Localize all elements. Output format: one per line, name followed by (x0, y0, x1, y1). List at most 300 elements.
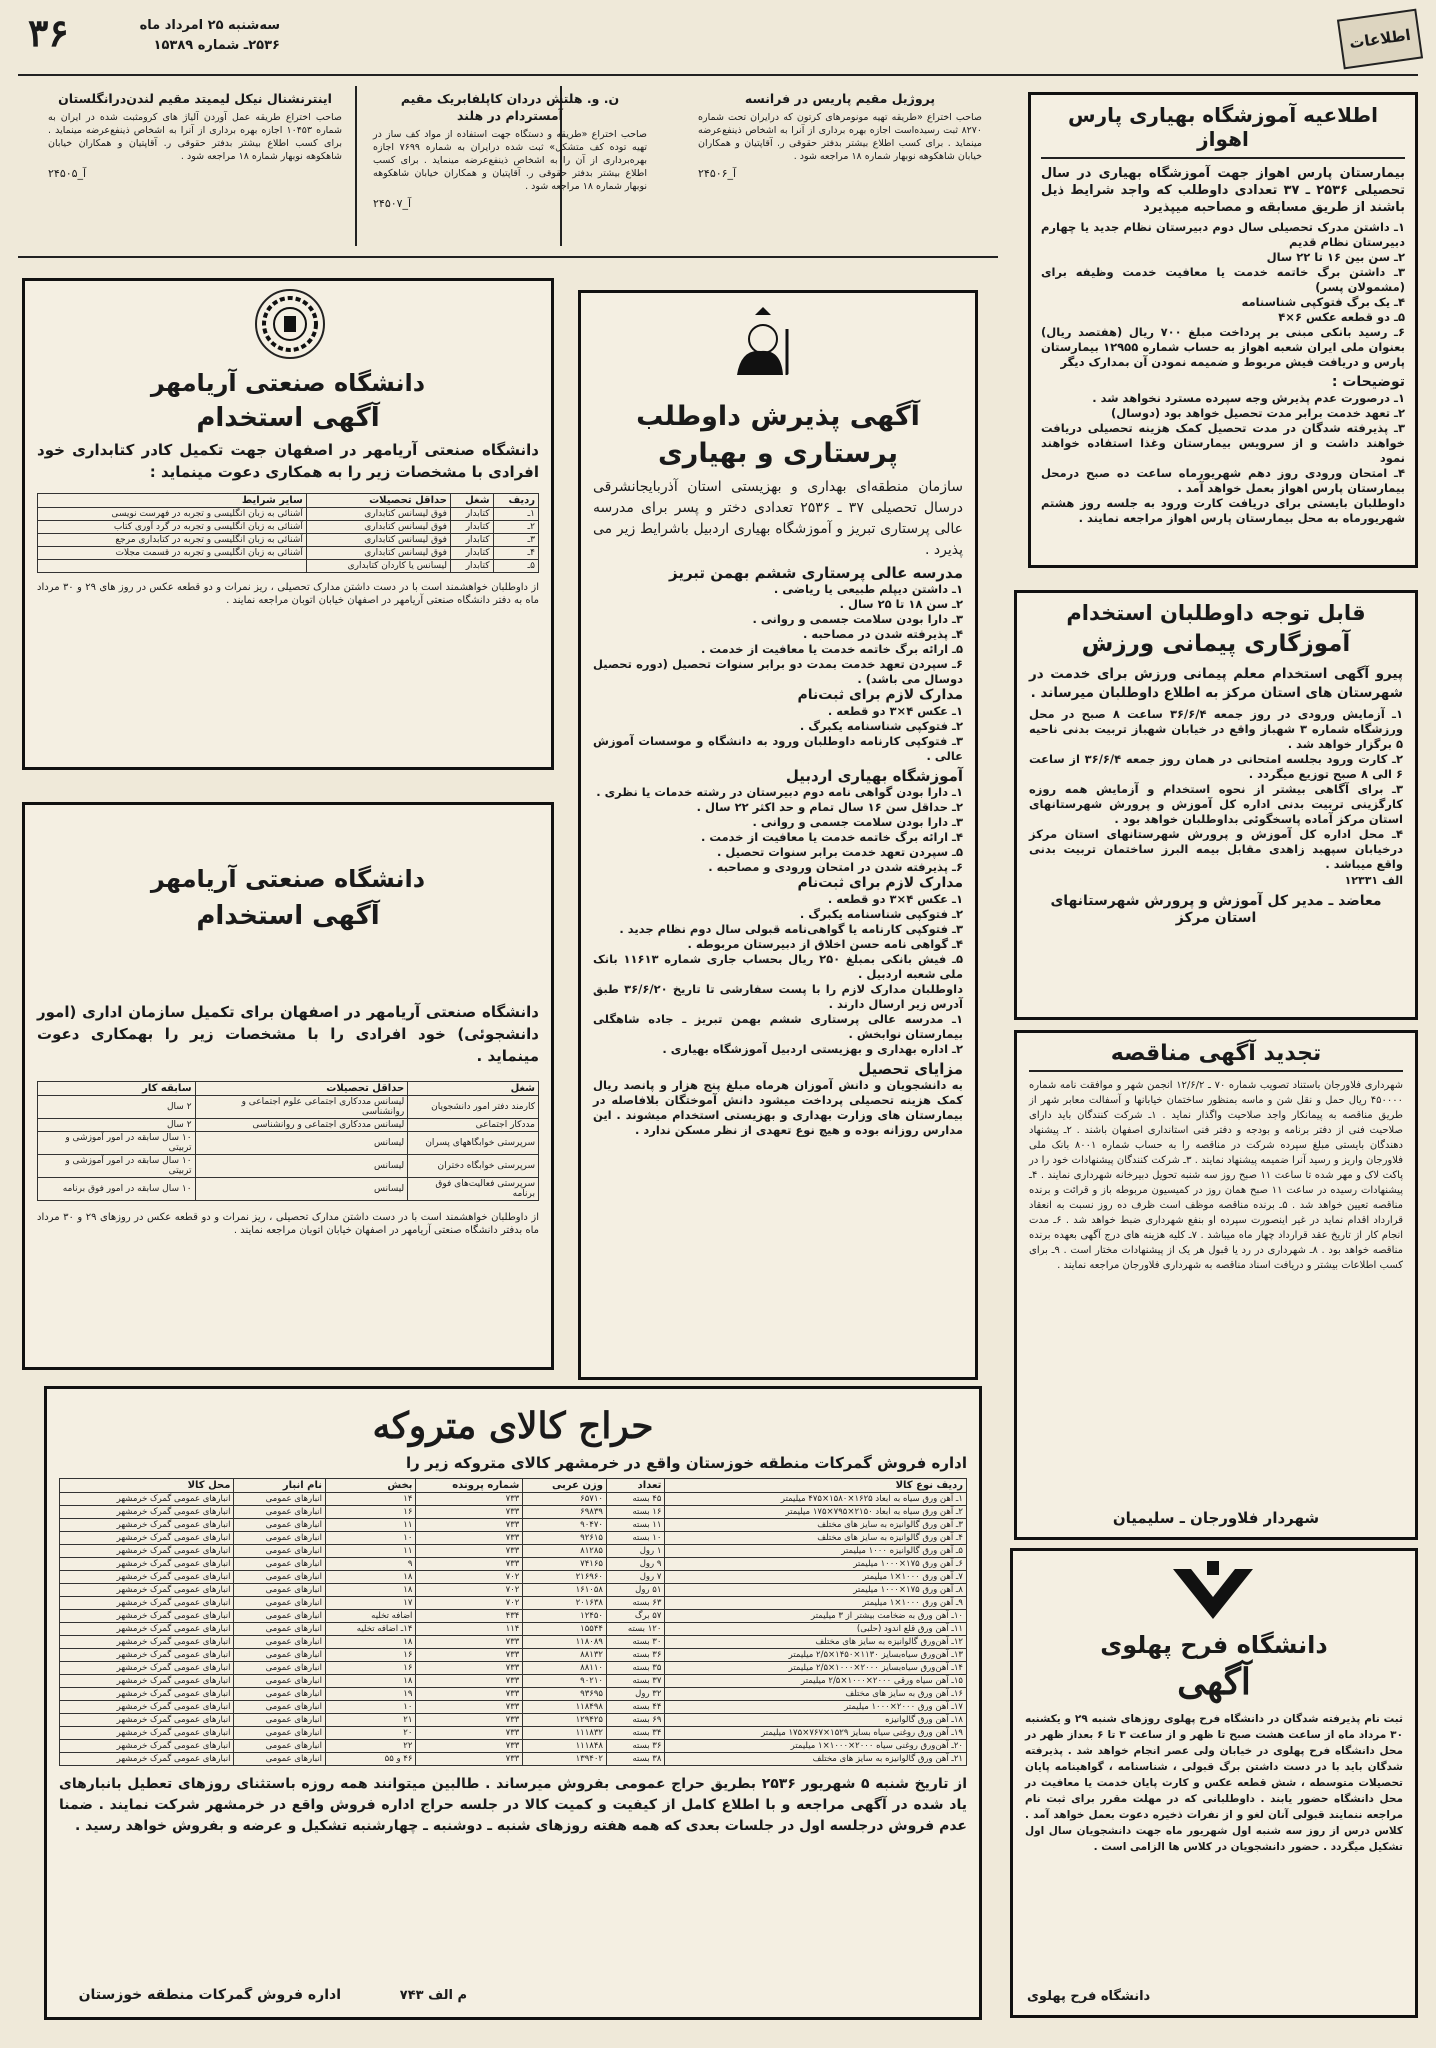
table-cell: انبارهای عمومی گمرک خرمشهر (60, 1753, 234, 1766)
list-item: ۲ـ حداقل سن ۱۶ سال تمام و حد اکثر ۲۲ سال . (696, 800, 963, 814)
table-cell: ۷۳۳ (416, 1727, 523, 1740)
lion-and-sun-emblem (721, 305, 801, 385)
table-cell: انبارهای عمومی (234, 1597, 326, 1610)
table-row (60, 1532, 967, 1545)
auction-table-body (60, 1493, 967, 1766)
notice-patent-1 (690, 86, 990, 246)
table-row (38, 521, 539, 534)
list-item: ۱ـ درصورت عدم پذیرش وجه سپرده مسترد نخواهد شد . (1092, 391, 1405, 405)
table-cell: لیسانس مددکاری اجتماعی علوم اجتماعی و روانشناسی (195, 1096, 408, 1119)
ad-title: آگهی استخدام (196, 901, 380, 931)
table-cell: ۱۳ـ آهن‌ورق سیاه‌بسایز ۱۱۳۰×۱۴۵۰×۲/۵ میلیمتر (665, 1649, 967, 1662)
table-row (60, 1727, 967, 1740)
table-cell: ۱۱ بسته (606, 1519, 664, 1532)
table-cell: انبارهای عمومی گمرک خرمشهر (60, 1727, 234, 1740)
table-cell: ۱۰ (326, 1532, 416, 1545)
table-cell: ۶۵۷۱۰ (523, 1493, 607, 1506)
table-cell: انبارهای عمومی گمرک خرمشهر (60, 1636, 234, 1649)
ad-nursing-admission (578, 290, 978, 1380)
column-header: محل کالا (60, 1479, 234, 1493)
column-header: وزن عربی (523, 1479, 607, 1493)
notes-list (1041, 391, 1405, 526)
table-row (60, 1584, 967, 1597)
table-cell: ۱۵۵۴۴ (523, 1623, 607, 1636)
table-cell: ۴ـ (493, 547, 538, 560)
logo-text: اطلاعات (1348, 25, 1412, 53)
ad-subtitle: پرستاری و بهیاری (658, 438, 898, 469)
table-cell: انبارهای عمومی (234, 1753, 326, 1766)
notice-body: صاحب اختراع «طریقه و دستگاه جهت استفاده از مواد کف ساز در تهیه توده کف متشکل» ثبت شده درایران به شماره ۷۶۹۹ اجازه بهره‌برداری از آن را به اشخاص ذینفع‌عرضه مینماید . برای کسب اطلاع بیشتر بدفتر حقوقی ر. آقاپتیان و همکاران خیابان شاهکوهه نوبهار شماره ۱۸ مراجعه شود . (373, 129, 647, 192)
table-cell: انبارهای عمومی (234, 1610, 326, 1623)
table-cell: ۴۶ و ۵۵ (326, 1753, 416, 1766)
table-row (60, 1753, 967, 1766)
table-cell: ۱۹ـ آهن ورق روغنی سیاه بسایز ۱۵۲۹×۷۶۷×۱۷۵ میلیمتر (665, 1727, 967, 1740)
table-header-row (38, 494, 539, 508)
school-name-ardabil: آموزشگاه بهیاری اردبیل (785, 767, 963, 785)
ad-title: تجدید آگهی مناقصه (1029, 1041, 1403, 1072)
table-cell: ۷۳۳ (416, 1636, 523, 1649)
table-cell: ۳ـ آهن ورق گالوانیزه به سایز های مختلف (665, 1519, 967, 1532)
table-cell: لیسانس مددکاری اجتماعی و روانشناسی (195, 1119, 408, 1132)
table-cell: ۱۱ (326, 1519, 416, 1532)
table-cell: ۸۸۱۳۲ (523, 1649, 607, 1662)
details-list (1029, 707, 1403, 872)
table-row (60, 1623, 967, 1636)
requirements-list (1041, 220, 1405, 370)
table-cell: ۲ سال (38, 1096, 196, 1119)
table-cell: ۵۱ رول (606, 1584, 664, 1597)
table-cell: انبارهای عمومی گمرک خرمشهر (60, 1662, 234, 1675)
table-cell: کارمند دفتر امور دانشجویان (408, 1096, 539, 1119)
table-cell: انبارهای عمومی گمرک خرمشهر (60, 1584, 234, 1597)
notice-body: صاحب اختراع «طریقه تهیه مونومرهای کرتون که درایران تحت شماره ۸۲۷۰ ثبت رسیده‌است اجازه بهره برداری از آنرا به اشخاص ذینفع‌عرضه مینماید . برای کسب اطلاع بیشتر بدفتر حقوقی ر. آقاپتیان و همکاران خیابان شاهکوهه نوبهار شماره ۱۸ مراجعه شود . (698, 112, 982, 162)
notice-patent-3 (40, 86, 350, 246)
table-cell: ۱ـ (493, 508, 538, 521)
table-cell: لیسانس (195, 1132, 408, 1155)
notice-ref: آ_۲۴۵۰۵ (48, 167, 87, 180)
table-cell: انبارهای عمومی گمرک خرمشهر (60, 1493, 234, 1506)
list-item: ۱ـ دارا بودن گواهی نامه دوم دبیرستان در رشته خدمات یا نظری . (596, 785, 963, 799)
table-cell: ۱۱۱۸۳۲ (523, 1727, 607, 1740)
table-cell: ۱۷ (326, 1597, 416, 1610)
list-item: ۳ـ فتوکپی کارنامه داوطلبان ورود به دانشگاه و موسسات آموزش عالی . (593, 734, 963, 763)
issue-date: سه‌شنبه ۲۵ امرداد ماه (139, 18, 280, 33)
table-cell: کتابدار (450, 547, 493, 560)
table-cell: ۱۸ (326, 1636, 416, 1649)
university-name: دانشگاه فرح پهلوی (1100, 1631, 1328, 1659)
table-cell: ۱۲۰ بسته (606, 1623, 664, 1636)
table-cell: ۳ـ (493, 534, 538, 547)
notice-title: ن. و. هلتش دردان کاپلفابریک مقیم آمستردام در هلند (400, 91, 620, 123)
table-cell: انبارهای عمومی گمرک خرمشهر (60, 1597, 234, 1610)
table-row (38, 1096, 539, 1119)
table-cell: انبارهای عمومی (234, 1662, 326, 1675)
notice-body: صاحب اختراع طریقه عمل آوردن آلیاژ های کرومثبت شده در ایران به شماره ۱۰۴۵۳ اجازه بهره برداری از آنرا به اشخاص ذینفع‌عرضه مینماید . برای کسب اطلاع بیشتر بدفتر حقوقی ر. آقاپتیان و همکاران خیابان شاهکوهه نوبهار شماره ۱۸ مراجعه شود . (48, 112, 342, 162)
table-cell: انبارهای عمومی گمرک خرمشهر (60, 1545, 234, 1558)
table-cell: انبارهای عمومی گمرک خرمشهر (60, 1675, 234, 1688)
table-cell: ۴ـ آهن ورق گالوانیزه به سایز های مختلف (665, 1532, 967, 1545)
column-header: شغل (408, 1082, 539, 1096)
list-item: ۳ـ دارا بودن سلامت جسمی و روانی . (752, 815, 963, 829)
table-cell: ۲۰ (326, 1727, 416, 1740)
table-cell: انبارهای عمومی (234, 1714, 326, 1727)
table-cell: انبارهای عمومی (234, 1584, 326, 1597)
table-header-row (60, 1479, 967, 1493)
table-cell: ۷۳۳ (416, 1493, 523, 1506)
table-cell: ۶۹۸۳۹ (523, 1506, 607, 1519)
ad-tender-renewal (1014, 1030, 1418, 1540)
table-cell: انبارهای عمومی (234, 1740, 326, 1753)
table-cell: ۱۱۸۰۸۹ (523, 1636, 607, 1649)
list-item: ۱ـ آزمایش ورودی در روز جمعه ۳۶/۶/۴ ساعت ۸ صبح در محل ورزشگاه شماره ۳ شهباز واقع در خیابان شهباز تربیت بدنی ناحیه ۵ برگزار خواهد شد . (1029, 707, 1404, 751)
list-item: ۴ـ امتحان ورودی روز دهم شهریورماه ساعت ده صبح درمحل بیمارستان پارس اهواز بعمل خواهد آمد . (1041, 466, 1405, 495)
table-cell: ۱۲۴۵۰ (523, 1610, 607, 1623)
list-item: ۶ـ پذیرفته شدن در امتحان ورودی و مصاحبه . (708, 860, 963, 874)
table-cell: ۱۸ (326, 1675, 416, 1688)
table-cell: ۷۰۲ (416, 1584, 523, 1597)
table-cell: انبارهای عمومی گمرک خرمشهر (60, 1714, 234, 1727)
table-cell: ۵ـ (493, 560, 538, 573)
table-cell: انبارهای عمومی (234, 1532, 326, 1545)
ad-title: آگهی پذیرش داوطلب (636, 401, 920, 432)
table-cell: انبارهای عمومی (234, 1675, 326, 1688)
list-item: ۳ـ دارا بودن سلامت جسمی و روانی . (752, 612, 963, 626)
table-cell: ۲۰۱۶۳۸ (523, 1597, 607, 1610)
tabriz-requirements (593, 582, 963, 687)
table-cell: ۱۶ (326, 1506, 416, 1519)
ad-signature: شهردار فلاورجان ـ سلیمیان (1112, 1509, 1320, 1527)
table-cell: ۷۳۳ (416, 1519, 523, 1532)
table-cell: ۹۰۴۷۰ (523, 1519, 607, 1532)
list-item: ۵ـ دو قطعه عکس ۶×۴ (1278, 310, 1405, 324)
table-cell: انبارهای عمومی گمرک خرمشهر (60, 1519, 234, 1532)
list-item: ۱ـ داشتن مدرک تحصیلی سال دوم دبیرستان نظام جدید یا چهارم دبیرستان نظام قدیم (1041, 220, 1405, 249)
ardabil-documents (593, 892, 963, 982)
table-cell: ۲۱ـ آهن ورق گالوانیزه به سایز های مختلف (665, 1753, 967, 1766)
ad-signature: معاضد ـ مدیر کل آموزش و پرورش شهرستانهای استان مرکز (1050, 893, 1382, 926)
table-cell: ۱۶ بسته (606, 1506, 664, 1519)
table-row (60, 1636, 967, 1649)
emblem-icon (1163, 1559, 1263, 1623)
table-cell: کتابدار (450, 560, 493, 573)
table-cell: ۱۰ بسته (606, 1532, 664, 1545)
table-cell: ۱۸ (326, 1571, 416, 1584)
table-cell: ۳۲ رول (606, 1688, 664, 1701)
list-item: ۶ـ سپردن تعهد خدمت بمدت دو برابر سنوات تحصیل (دوره تحصیل دوسال می باشد) . (593, 657, 963, 686)
page-number: ۳۶ (28, 10, 69, 55)
ardabil-requirements (593, 785, 963, 875)
table-cell: ۲۲ (326, 1740, 416, 1753)
table-row (60, 1740, 967, 1753)
table-cell: ۸۱۲۸۵ (523, 1545, 607, 1558)
list-item: ۲ـ فتوکپی شناسنامه یکبرگ . (799, 719, 963, 733)
table-cell: کتابدار (450, 521, 493, 534)
table-cell: سرپرستی خوابگاه دختران (408, 1155, 539, 1178)
ad-title: حراج کالای متروکه (372, 1405, 654, 1447)
table-row (38, 1155, 539, 1178)
list-item: ۱ـ داشتن دیپلم طبیعی یا ریاضی . (773, 582, 963, 596)
table-cell: فوق لیسانس کتابداری (306, 508, 450, 521)
ad-title: آگهی استخدام (196, 403, 380, 433)
lion-sun-icon (721, 305, 801, 385)
table-cell: انبارهای عمومی (234, 1649, 326, 1662)
list-item: داوطلبان بایستی برای دریافت کارت ورود به جلسه روز هشتم شهریورماه به محل بیمارستان پارس اهواز مراجعه نمایند . (1041, 496, 1405, 525)
docs-title: مدارک لازم برای ثبت‌نام (797, 687, 963, 703)
table-cell: ۷۳۳ (416, 1740, 523, 1753)
table-cell: سرپرستی خوابگاههای پسران (408, 1132, 539, 1155)
table-cell: ۱۶ (326, 1662, 416, 1675)
column-header: شغل (450, 494, 493, 508)
table-cell: ۹ (326, 1558, 416, 1571)
table-cell: ۱ رول (606, 1545, 664, 1558)
table-cell: انبارهای عمومی (234, 1571, 326, 1584)
table-cell: لیسانس (195, 1155, 408, 1178)
table-cell: انبارهای عمومی گمرک خرمشهر (60, 1558, 234, 1571)
table-cell: ۷۳۳ (416, 1545, 523, 1558)
table-cell: ۷۳۳ (416, 1662, 523, 1675)
ad-sport-teacher-employment (1014, 590, 1418, 1020)
table-row (60, 1597, 967, 1610)
table-cell: انبارهای عمومی گمرک خرمشهر (60, 1649, 234, 1662)
table-cell: ۴۳۴ (416, 1610, 523, 1623)
table-cell: ۱۰ سال سابقه در امور آموزشی و تربیتی (38, 1132, 196, 1155)
table-cell: انبارهای عمومی گمرک خرمشهر (60, 1610, 234, 1623)
table-cell: ۱۰ سال سابقه در امور فوق برنامه (38, 1178, 196, 1201)
table-cell: ۱۱ (326, 1545, 416, 1558)
table-cell: اضافه تخلیه (326, 1610, 416, 1623)
table-cell: ۷۳۳ (416, 1649, 523, 1662)
table-row (60, 1493, 967, 1506)
table-cell: ۳۶ بسته (606, 1740, 664, 1753)
table-cell: کتابدار (450, 534, 493, 547)
ad-signature: اداره فروش گمرکات منطقه خوزستان (78, 1987, 341, 2003)
table-cell: انبارهای عمومی گمرک خرمشهر (60, 1688, 234, 1701)
table-cell: ۷۳۳ (416, 1506, 523, 1519)
ad-title: آگهی (1177, 1661, 1251, 1703)
list-item: ۱ـ عکس ۴×۳ دو قطعه . (827, 704, 963, 718)
column-header: حداقل تحصیلات (306, 494, 450, 508)
table-cell: ۱۵ـ آهن سیاه ورقی ۲۰۰۰×۱۰۰۰×۲/۵ میلیمتر (665, 1675, 967, 1688)
ad-footer: از داوطلبان خواهشمند است با در دست داشتن مدارک تحصیلی ، ریز نمرات و دو قطعه عکس در روز های ۲۹ و ۳۰ مرداد ماه به دفتر دانشگاه صنعتی آریامهر در اصفهان خیابان اتوبان مراجعه نمایند . (37, 582, 539, 606)
list-item: ۳ـ پذیرفته شدگان در مدت تحصیل کمک هزینه تحصیلی دریافت خواهند داشت و از سرویس بیمارستان وغذا استفاده خواهند نمود (1041, 421, 1405, 465)
table-cell: ۱۹ (326, 1688, 416, 1701)
notice-ref: آ_۲۴۵۰۶ (698, 167, 737, 180)
table-cell: ۹ رول (606, 1558, 664, 1571)
table-cell: ۲ سال (38, 1119, 196, 1132)
table-cell: انبارهای عمومی گمرک خرمشهر (60, 1571, 234, 1584)
table-cell: انبارهای عمومی (234, 1519, 326, 1532)
ad-title: اطلاعیه آموزشگاه بهیاری پارس اهواز (1041, 103, 1405, 159)
column-header: ردیف (493, 494, 538, 508)
notice-title: پروژیل مقیم پاریس در فرانسه (744, 91, 936, 106)
list-item: ۲ـ تعهد خدمت برابر مدت تحصیل خواهد بود (دوسال) (1110, 406, 1405, 420)
list-item: ۱ـ مدرسه عالی پرستاری ششم بهمن تبریز ـ جاده شاهگلی بیمارستان نوابخش . (593, 1012, 963, 1041)
table-cell: ۱۱۱۸۴۸ (523, 1740, 607, 1753)
table-cell: ۱ـ آهن ورق سیاه به ابعاد ۱۶۲۵×۱۵۸۰×۴۷۵ میلیمتر (665, 1493, 967, 1506)
list-item: ۳ـ داشتن برگ خاتمه خدمت یا معافیت خدمت وظیفه برای (مشمولان پسر) (1041, 265, 1405, 294)
auction-items-table (59, 1478, 967, 1766)
table-cell: انبارهای عمومی (234, 1545, 326, 1558)
table-cell: ۷۳۳ (416, 1688, 523, 1701)
table-cell: ۸ـ آهن ورق ۱۷۵×۱۰۰۰ میلیمتر (665, 1584, 967, 1597)
table-cell: ۳۶ بسته (606, 1649, 664, 1662)
table-row (38, 508, 539, 521)
table-cell: ۱۰ سال سابقه در امور آموزشی و تربیتی (38, 1155, 196, 1178)
ad-intro: پیرو آگهی استخدام معلم پیمانی ورزش برای خدمت در شهرستان های استان مرکز به اطلاع داوطلبان میرساند . (1029, 666, 1403, 701)
table-cell: ۲۰ـ آهن‌ورق روغنی سیاه ۲۰۰۰×۱۰۰۰×۱ میلیمتر (665, 1740, 967, 1753)
table-cell: فوق لیسانس کتابداری (306, 521, 450, 534)
notice-ref: آ_۲۴۵۰۷ (373, 197, 412, 210)
list-item: ۱ـ عکس ۴×۳ دو قطعه . (827, 892, 963, 906)
column-header: بخش (326, 1479, 416, 1493)
table-row (60, 1610, 967, 1623)
table-cell: ۱۷ـ آهن ورق ۲۰۰۰×۱۰۰۰ میلیمتر (665, 1701, 967, 1714)
table-cell: ۱۰ـ آهن ورق به ضخامت بیشتر از ۳ میلیمتر (665, 1610, 967, 1623)
table-cell: ۷۳۳ (416, 1714, 523, 1727)
section-rule (18, 256, 998, 258)
ad-ref: الف ۱۲۳۳۱ (1344, 874, 1403, 887)
table-cell: ۱۱۴ (416, 1623, 523, 1636)
table-row (38, 560, 539, 573)
table-cell: انبارهای عمومی (234, 1727, 326, 1740)
table-cell: مددکار اجتماعی (408, 1119, 539, 1132)
table-row (60, 1675, 967, 1688)
university-emblem (255, 289, 325, 359)
table-row (60, 1571, 967, 1584)
docs-title: مدارک لازم برای ثبت‌نام (797, 875, 963, 891)
table-cell: ۳۰ بسته (606, 1636, 664, 1649)
table-cell: ۱۴ (326, 1493, 416, 1506)
issue-number: ۲۵۳۶ـ شماره ۱۵۳۸۹ (153, 38, 280, 53)
tabriz-documents (593, 704, 963, 764)
column-header: تعداد (606, 1479, 664, 1493)
table-cell: ۴۵ بسته (606, 1493, 664, 1506)
ad-farah-pahlavi-university (1010, 1548, 1418, 2018)
table-cell: انبارهای عمومی گمرک خرمشهر (60, 1740, 234, 1753)
table-cell: ۱۰ (326, 1701, 416, 1714)
positions-table (37, 1081, 539, 1201)
newspaper-header (0, 0, 1436, 82)
ad-aryamehr-admin-hiring (22, 802, 554, 1370)
list-item: ۲ـ سن ۱۸ تا ۲۵ سال . (839, 597, 963, 611)
university-emblem (1163, 1559, 1263, 1623)
table-cell: انبارهای عمومی (234, 1493, 326, 1506)
table-cell: ۱۳۹۴۰۲ (523, 1753, 607, 1766)
list-item: ۵ـ ارائه برگ خاتمه خدمت یا معافیت از خدمت . (701, 642, 963, 656)
table-cell: انبارهای عمومی (234, 1623, 326, 1636)
list-item: ۴ـ پذیرفته شدن در مصاحبه . (803, 627, 963, 641)
table-cell: ۸۸۱۱۰ (523, 1662, 607, 1675)
ad-intro: دانشگاه صنعتی آریامهر در اصفهان جهت تکمیل کادر کتابداری خود افرادی با مشخصات زیر را به همکاری دعوت مینماید : (37, 441, 539, 481)
ad-body: شهرداری فلاورجان باستناد تصویب شماره ۷۰ ـ ۱۲/۶/۲ انجمن شهر و موافقت نامه شماره ۴۵۰۰۰۰ ریال حمل و نقل شن و ماسه بمنظور ساختمان خیابانها و آسفالت معابر شهر از طریق مناقصه به پیمانکار واجد صلاحیت واگذار نماید . ۱ـ شرکت کنندگان باید دارای صلاحیت فنی از دفتر برنامه و بودجه و دفتر فنی استانداری اصفهان باشند . ۲ـ پیشنهاد دهندگان بایستی مبلغ سپرده شرکت در مناقصه را به حساب شماره ۸۰۰۱ بانک ملی فلاورجان واریز و رسید آنرا ضمیمه پیشنهاد نمایند . ۳ـ شرکت کنندگان پیشنهادات خود را در پاکت لاک و مهر شده تا ساعت ۱۱ صبح روز سه شنبه تحویل دبیرخانه شهرداری نمایند . ۴ـ پیشنهادات رسیده در ساعت ۱۱ صبح همان روز در کمیسیون مربوطه باز و قرائت و برنده مناقصه تعیین خواهد شد . ۵ـ برنده مناقصه موظف است ظرف ده روز نسبت به انعقاد قرارداد اقدام نماید در غیر اینصورت سپرده او بنفع شهرداری ضبط خواهد شد . ۶ـ مدت انجام کار از تاریخ عقد قرارداد چهار ماه میباشد . ۷ـ کلیه هزینه های درج آگهی بعهده برنده مناقصه خواهد بود . ۸ـ شهرداری در رد یا قبول هر یک از پیشنهادات مختار است . ۹ـ برای کسب اطلاعات بیشتر و دریافت اسناد مناقصه به شهرداری فلاورجان مراجعه نمایند . (1029, 1080, 1404, 1271)
table-cell: ۷ رول (606, 1571, 664, 1584)
ad-ahvaz-nursing-school (1028, 92, 1418, 568)
table-row (60, 1649, 967, 1662)
table-cell: انبارهای عمومی (234, 1636, 326, 1649)
table-cell: انبارهای عمومی گمرک خرمشهر (60, 1506, 234, 1519)
newspaper-logo (1337, 9, 1423, 70)
table-cell: ۱۴ـ اضافه تخلیه (326, 1623, 416, 1636)
list-item: ۴ـ محل اداره کل آموزش و پرورش شهرستانهای استان مرکز درخیابان سپهبد زاهدی مقابل بیمه البرز ساختمان تربیت بدنی واقع میباشد . (1029, 827, 1403, 871)
column-header: ردیف نوع کالا (665, 1479, 967, 1493)
ad-subtitle: آموزگاری پیمانی ورزش (1081, 631, 1351, 657)
table-cell: ۷۰۲ (416, 1597, 523, 1610)
table-cell: ۷۳۳ (416, 1532, 523, 1545)
ad-footer: از تاریخ شنبه ۵ شهریور ۲۵۳۶ بطریق حراج عمومی بفروش میرساند . طالبین میتوانند همه روزه باستثنای روزهای تعطیل بانبارهای یاد شده در آگهی مراجعه و با اطلاع کامل از کیفیت و کمیت کالا در جلسه حراج اداره فروش واقع در خرمشهر شرکت نمایند . ضمنا عدم فروش درجلسه اول در جلسات بعدی که همه هفته روزهای شنبه ـ دوشنبه ـ چهارشنبه تشکیل و عرضه و بفروش خواهد رسید . (59, 1776, 968, 1834)
table-cell: ۱۴ـ آهن‌ورق سیاه‌بسایز ۲۰۰۰×۱۰۰۰×۲/۵ میلیمتر (665, 1662, 967, 1675)
table-cell: انبارهای عمومی (234, 1688, 326, 1701)
ad-signature: دانشگاه فرح پهلوی (1027, 1989, 1151, 2004)
table-cell: فوق لیسانس کتابداری (306, 547, 450, 560)
ad-body: ثبت نام پذیرفته شدگان در دانشگاه فرح پهلوی روزهای شنبه ۲۹ و یکشنبه ۳۰ مرداد ماه از ساعت هشت صبح تا ظهر و از ساعت ۳ تا ۶ بعداز ظهر در محل دانشگاه فرح پهلوی در خیابان ولی عصر انجام خواهد شد . پذیرفته شدگان باید با در دست داشتن برگ قبولی ، شناسنامه ، گواهینامه پایان تحصیلات متوسطه ، شش قطعه عکس و کارت پایان خدمت یا معافیت در محل دانشگاه حضور یابند . داوطلبانی که در مهلت مقرر برای ثبت نام مراجعه ننمایند قبولی آنان لغو و از نفرات ذخیره دعوت بعمل خواهد آمد . کلاس درس از روز سه شنبه اول شهریور ماه جهت دانشجویان سال اول تشکیل میگردد . حضور دانشجویان در کلاس ها الزامی است . (1025, 1713, 1403, 1853)
ad-footer: از داوطلبان خواهشمند است با در دست داشتن مدارک تحصیلی ، ریز نمرات و دو قطعه عکس در روزهای ۲۹ و ۳۰ مرداد ماه بدفتر دانشگاه صنعتی آریامهر در اصفهان خیابان اتوبان مراجعه نمایند . (37, 1212, 539, 1236)
table-row (60, 1688, 967, 1701)
table-row (38, 547, 539, 560)
table-cell: ۱۸ (326, 1584, 416, 1597)
university-name: دانشگاه صنعتی آریامهر (150, 865, 426, 893)
column-rule (355, 86, 357, 246)
table-cell: ۹ـ آهن ورق ۱۰۰۰×۱ میلیمتر (665, 1597, 967, 1610)
list-item: ۲ـ فتوکپی شناسنامه یکبرگ . (799, 907, 963, 921)
table-row (60, 1545, 967, 1558)
table-cell: ۱۸ـ آهن ورق گالوانیزه (665, 1714, 967, 1727)
table-cell: ۳۸ بسته (606, 1753, 664, 1766)
table-cell: انبارهای عمومی گمرک خرمشهر (60, 1623, 234, 1636)
benefits-title: مزایای تحصیل (858, 1060, 963, 1078)
table-cell: ۷۳۳ (416, 1675, 523, 1688)
table-cell: انبارهای عمومی (234, 1701, 326, 1714)
table-cell: ۳۷ بسته (606, 1675, 664, 1688)
list-item: ۵ـ سپردن تعهد خدمت برابر سنوات تحصیل . (717, 845, 963, 859)
table-cell: کتابدار (450, 508, 493, 521)
list-item: ۴ـ گواهی نامه حسن اخلاق از دبیرستان مربوطه . (687, 937, 963, 951)
table-cell: ۱۱۸۴۹۸ (523, 1701, 607, 1714)
table-cell: ۹۲۶۱۵ (523, 1532, 607, 1545)
table-cell: ۱۲ـ آهن‌ورق گالوانیزه به سایز های مختلف (665, 1636, 967, 1649)
table-cell: ۱۶۱۰۵۸ (523, 1584, 607, 1597)
table-row (60, 1558, 967, 1571)
school-name-tabriz: مدرسه عالی پرستاری ششم بهمن تبریز (668, 564, 963, 582)
mailing-addresses (593, 1012, 963, 1057)
list-item: ۳ـ فتوکپی کارنامه یا گواهی‌نامه قبولی سال دوم نظام جدید . (619, 922, 963, 936)
table-cell: ۲ـ (493, 521, 538, 534)
list-item: ۲ـ اداره بهداری و بهزیستی اردبیل آموزشگاه بهیاری . (662, 1042, 963, 1056)
table-cell: ۲۱ (326, 1714, 416, 1727)
table-cell: ۱۲۹۴۲۵ (523, 1714, 607, 1727)
ad-intro: بیمارستان پارس اهواز جهت آموزشگاه بهیاری در سال تحصیلی ۲۵۳۶ ـ ۳۷ تعدادی داوطلب که واجد شرایط ذیل باشند از طریق مسابقه و مصاحبه میپذیرد (1041, 166, 1405, 215)
list-item: ۲ـ سن بین ۱۶ تا ۲۲ سال (1266, 250, 1405, 264)
table-cell: ۳۵ بسته (606, 1662, 664, 1675)
table-cell: ۱۱ـ آهن ورق قلع اندود (حلبی) (665, 1623, 967, 1636)
table-row (38, 1178, 539, 1201)
table-cell: لیسانس یا کاردان کتابداری (306, 560, 450, 573)
table-cell: آشنائی به زبان انگلیسی و تجربه در گرد آوری کتاب (38, 521, 307, 534)
table-row (60, 1506, 967, 1519)
table-row (60, 1519, 967, 1532)
positions-table (37, 493, 539, 573)
ad-customs-auction (44, 1386, 982, 2020)
table-cell: ۷ـ آهن ورق ۱۰۰۰×۱ میلیمتر (665, 1571, 967, 1584)
list-item: ۵ـ فیش بانکی بمبلغ ۲۵۰ ریال بحساب جاری شماره ۱۱۶۱۳ بانک ملی شعبه اردبیل . (593, 952, 963, 981)
ad-intro: دانشگاه صنعتی آریامهر در اصفهان برای تکمیل سازمان اداری (امور دانشجوئی) خود افرادی را با مشخصات زیر را بهمکاری دعوت مینماید . (37, 1003, 539, 1065)
table-row (38, 534, 539, 547)
notice-title: اینترنشنال نیکل لیمیتد مقیم لندن‌درانگلستان (58, 91, 332, 106)
table-cell: ۵۷ برگ (606, 1610, 664, 1623)
list-item: ۳ـ برای آگاهی بیشتر از نحوه استخدام و آزمایش همه روزه کارگزینی تربیت بدنی اداره کل آموزش و پرورش شهرستانهای استان مرکز آماده پاسخگوئی بداوطلبان خواهد بود . (1029, 782, 1403, 826)
table-cell: ۷۳۳ (416, 1701, 523, 1714)
table-row (60, 1714, 967, 1727)
table-cell: ۶ـ آهن ورق ۱۷۵×۱۰۰۰ میلیمتر (665, 1558, 967, 1571)
